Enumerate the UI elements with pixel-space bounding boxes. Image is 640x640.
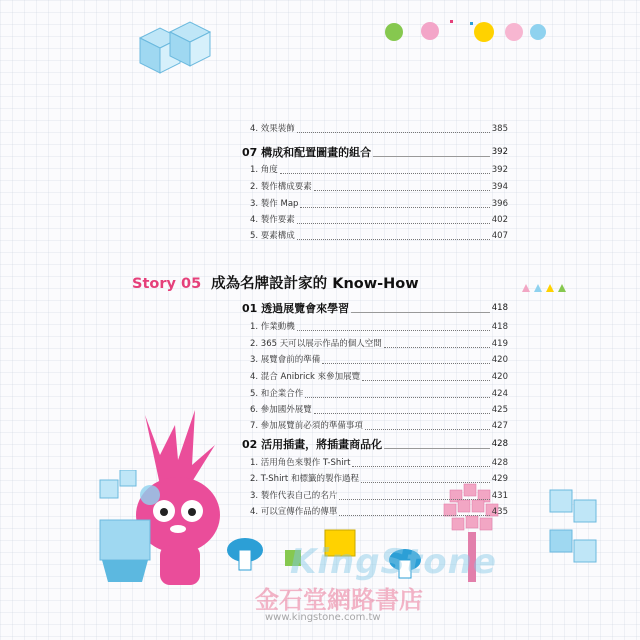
leader-dots [361, 481, 490, 483]
toc-entry-page: 392 [491, 165, 508, 175]
toc-entry [250, 339, 508, 350]
toc-entry-label: 1. 作業動機 [250, 322, 295, 332]
toc-entry-label: 2. T-Shirt 和標籤的製作過程 [250, 474, 359, 484]
toc-entry [250, 474, 508, 485]
toc-entry-label: 02 活用插畫，將插畫商品化 [242, 438, 383, 451]
toc-entry-page: 402 [491, 215, 508, 225]
toc-entry-page: 428 [491, 458, 508, 468]
leader-dots [305, 396, 489, 398]
leader-dots [351, 311, 490, 313]
toc-entry [250, 372, 508, 383]
toc-entry-page: 385 [491, 124, 508, 134]
toc-entry-page: 428 [491, 439, 508, 449]
toc-entry-page: 427 [491, 421, 508, 431]
toc-entry-page: 420 [491, 372, 508, 382]
watermark-store-name: 金石堂網路書店 [255, 586, 423, 614]
toc-entry-page: 418 [491, 303, 508, 313]
leader-dots [297, 329, 490, 331]
toc-entry-label: 4. 效果裝飾 [250, 124, 295, 134]
toc-section-entry [242, 438, 508, 451]
toc-entry-page: 424 [491, 389, 508, 399]
toc-entry-page: 431 [491, 491, 508, 501]
toc-entry [250, 458, 508, 469]
toc-entry-label: 3. 製作 Map [250, 199, 299, 209]
toc-entry-label: 4. 製作要素 [250, 215, 295, 225]
toc-entry-label: 01 透過展覽會來學習 [242, 302, 350, 315]
toc-entry-label: 2. 製作構成要素 [250, 182, 312, 192]
toc-entry [250, 322, 508, 333]
toc-entry [250, 491, 508, 502]
watermark-url: www.kingstone.com.tw [265, 612, 381, 623]
leader-dots [384, 346, 490, 348]
leader-dots [384, 447, 490, 449]
leader-dots [339, 498, 489, 500]
toc-entry-label: 3. 展覽會前的準備 [250, 355, 321, 365]
toc-entry [250, 389, 508, 400]
leader-dots [352, 465, 489, 467]
toc-entry-label: 1. 角度 [250, 165, 278, 175]
toc-entry-label: 2. 365 天可以展示作品的個人空間 [250, 339, 382, 349]
toc-entry-page: 407 [491, 231, 508, 241]
story-title: 成為名牌設計家的 Know-How [211, 276, 419, 292]
toc-entry-label: 6. 參加國外展覽 [250, 405, 312, 415]
toc-entry-page: 418 [491, 322, 508, 332]
toc-entry-label: 7. 參加展覽前必須的準備事項 [250, 421, 363, 431]
toc-entry-label: 3. 製作代表自己的名片 [250, 491, 338, 501]
watermark-brand: KingStone [290, 542, 497, 582]
toc-entry-page: 425 [491, 405, 508, 415]
toc-entry-page: 429 [491, 474, 508, 484]
toc-entry-label: 4. 混合 Anibrick 來參加展覽 [250, 372, 361, 382]
toc-entry-page: 394 [491, 182, 508, 192]
toc-entry-label: 4. 可以宣傳作品的傳單 [250, 507, 338, 517]
toc-section-entry [242, 302, 508, 315]
leader-dots [362, 379, 490, 381]
leader-dots [322, 362, 489, 364]
toc-entry-page: 392 [491, 147, 508, 157]
toc-entry-label: 5. 和企業合作 [250, 389, 304, 399]
toc-entry [250, 405, 508, 416]
toc-entry-page: 435 [491, 507, 508, 517]
toc-entry-page: 396 [491, 199, 508, 209]
story-number: Story 05 [132, 276, 202, 292]
leader-dots [314, 412, 490, 414]
leader-dots [365, 428, 490, 430]
toc-entry-page: 419 [491, 339, 508, 349]
leader-dots [339, 514, 489, 516]
toc-entry [250, 507, 508, 518]
toc-entry [250, 355, 508, 366]
toc-entry-page: 420 [491, 355, 508, 365]
toc-entry-label: 5. 要素構成 [250, 231, 295, 241]
toc-entry [250, 421, 508, 432]
toc-entry-label: 07 構成和配置圖畫的組合 [242, 146, 372, 159]
toc-entry-label: 1. 活用角色來製作 T-Shirt [250, 458, 351, 468]
